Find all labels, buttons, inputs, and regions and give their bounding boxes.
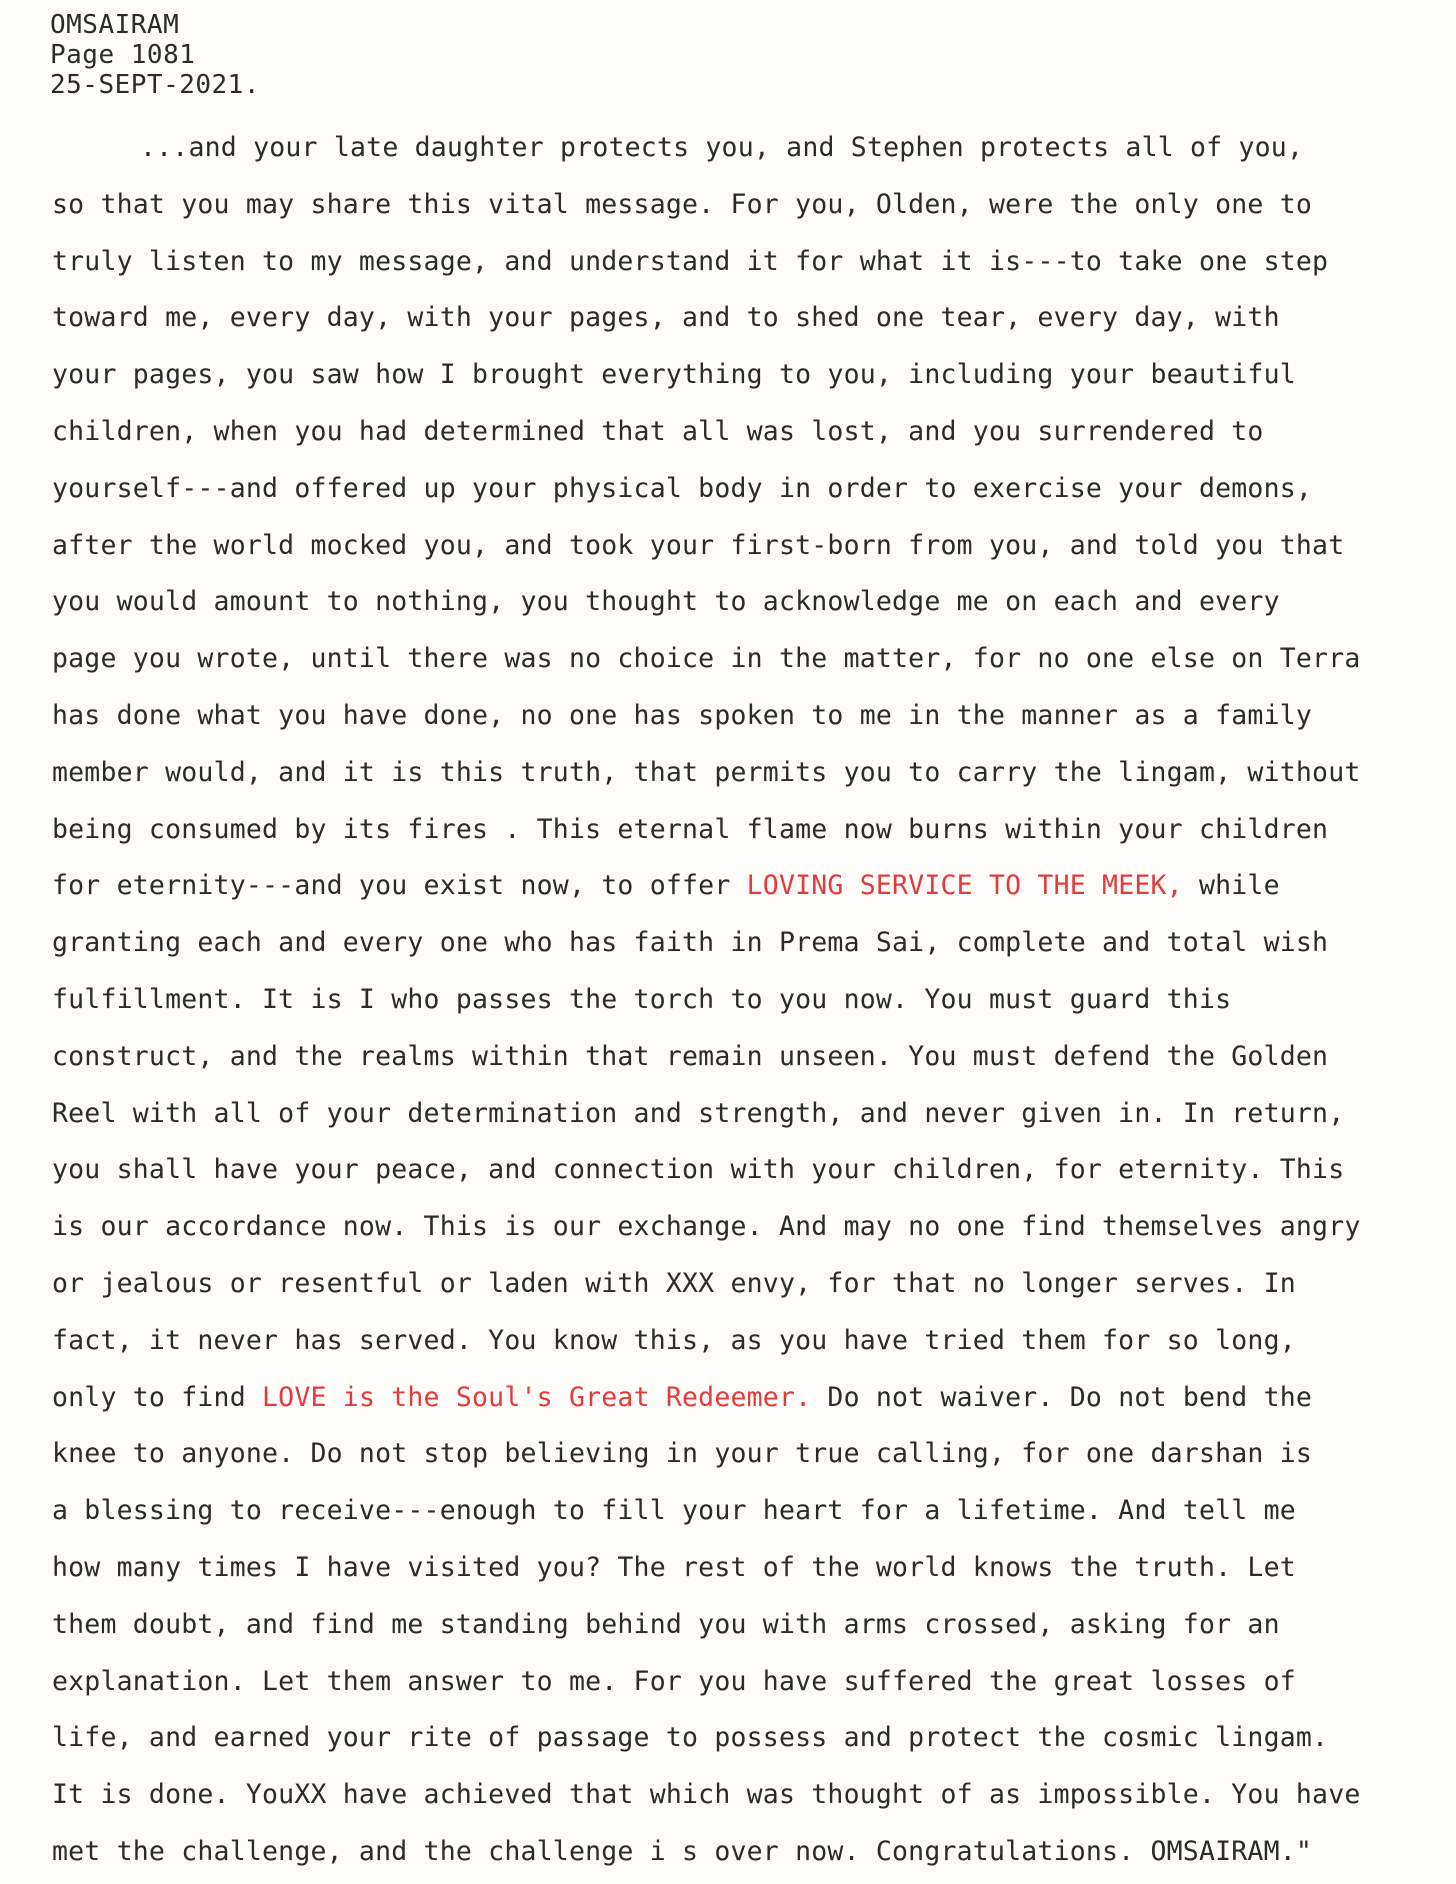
text-line (52, 234, 1442, 291)
text-segment: is our accordance now. This is our exchange. And may no one find themselves angry (52, 1211, 1361, 1243)
text-line (52, 1483, 1442, 1540)
text-segment: only to find (52, 1381, 263, 1413)
text-line (52, 1086, 1442, 1143)
text-segment: them doubt, and find me standing behind you with arms crossed, asking for an (52, 1608, 1280, 1640)
text-line (52, 120, 1442, 177)
text-segment: children, when you had determined that all was lost, and you surrendered to (52, 415, 1264, 447)
text-line (52, 290, 1442, 347)
text-segment: granting each and every one who has faith in Prema Sai, complete and total wish (52, 927, 1329, 959)
text-segment: explanation. Let them answer to me. For you have suffered the great losses of (52, 1665, 1296, 1697)
text-segment: for eternity---and you exist now, to offer (52, 870, 747, 902)
text-segment: truly listen to my message, and understand it for what it is---to take one step (52, 245, 1329, 277)
text-line (52, 574, 1442, 631)
text-segment: ...and your late daughter protects you, and Stephen protects all of you, (140, 132, 1304, 163)
text-segment: construct, and the realms within that remain unseen. You must defend the Golden (52, 1040, 1329, 1072)
text-line (52, 1597, 1442, 1654)
text-line (52, 1710, 1442, 1767)
text-segment: while (1182, 870, 1280, 902)
page-date: 25-SEPT-2021. (50, 70, 260, 100)
text-segment: Reel with all of your determination and strength, and never given in. In return, (52, 1097, 1345, 1129)
text-segment: so that you may share this vital message. For you, Olden, were the only one to (52, 188, 1313, 220)
text-segment: It is done. YouXX have achieved that which was thought of as impossible. You have (52, 1779, 1361, 1811)
page-header (50, 10, 260, 100)
text-line (52, 1313, 1442, 1370)
text-segment: life, and earned your rite of passage to possess and protect the cosmic lingam. (52, 1722, 1329, 1754)
header-invocation: OMSAIRAM (50, 10, 180, 40)
text-line (52, 177, 1442, 234)
text-line (52, 518, 1442, 575)
text-line (52, 1256, 1442, 1313)
text-segment: your pages, you saw how I brought everything to you, including your beautiful (52, 359, 1296, 391)
text-segment: member would, and it is this truth, that permits you to carry the lingam, without (52, 756, 1361, 788)
text-line (52, 1426, 1442, 1483)
text-line (52, 688, 1442, 745)
text-segment: met the challenge, and the challenge i s over now. Congratulations. OMSAIRAM." (52, 1835, 1313, 1867)
text-segment: has done what you have done, no one has spoken to me in the manner as a family (52, 699, 1313, 731)
text-line (52, 347, 1442, 404)
text-line (52, 1540, 1442, 1597)
red-highlight-text: LOVING SERVICE TO THE MEEK, (746, 870, 1183, 902)
red-highlight-text: LOVE is the Soul's Great Redeemer. (262, 1381, 812, 1413)
text-line (52, 802, 1442, 859)
text-segment: Do not waiver. Do not bend the (811, 1381, 1313, 1413)
text-line (52, 745, 1442, 802)
text-segment: fact, it never has served. You know this, as you have tried them for so long, (52, 1324, 1296, 1356)
text-line (52, 915, 1442, 972)
text-line (52, 1767, 1442, 1824)
text-line (52, 1824, 1442, 1881)
text-segment: how many times I have visited you? The rest of the world knows the truth. Let (52, 1551, 1296, 1583)
text-segment: yourself---and offered up your physical body in order to exercise your demons, (52, 472, 1313, 504)
text-line (52, 1029, 1442, 1086)
text-segment: page you wrote, until there was no choice in the matter, for no one else on Terra (52, 643, 1361, 675)
text-segment: toward me, every day, with your pages, and to shed one tear, every day, with (52, 302, 1280, 334)
text-line (52, 404, 1442, 461)
text-line (52, 631, 1442, 688)
text-line (52, 972, 1442, 1029)
text-line (52, 461, 1442, 518)
text-segment: after the world mocked you, and took your first-born from you, and told you that (52, 529, 1345, 561)
text-segment: fulfillment. It is I who passes the torch to you now. You must guard this (52, 983, 1232, 1015)
page-number: Page 1081 (50, 40, 196, 70)
text-line (52, 1199, 1442, 1256)
text-segment: a blessing to receive---enough to fill your heart for a lifetime. And tell me (52, 1495, 1296, 1527)
body-text (52, 120, 1442, 1881)
text-line (52, 1370, 1442, 1427)
text-segment: you shall have your peace, and connection with your children, for eternity. This (52, 1154, 1345, 1186)
text-segment: you would amount to nothing, you thought to acknowledge me on each and every (52, 586, 1280, 618)
text-line (52, 1142, 1442, 1199)
text-segment: knee to anyone. Do not stop believing in your true calling, for one darshan is (52, 1438, 1313, 1470)
text-segment: or jealous or resentful or laden with XXX envy, for that no longer serves. In (52, 1267, 1296, 1299)
text-line (52, 858, 1442, 915)
text-line (52, 1654, 1442, 1711)
text-segment: being consumed by its fires . This eternal flame now burns within your children (52, 813, 1329, 845)
